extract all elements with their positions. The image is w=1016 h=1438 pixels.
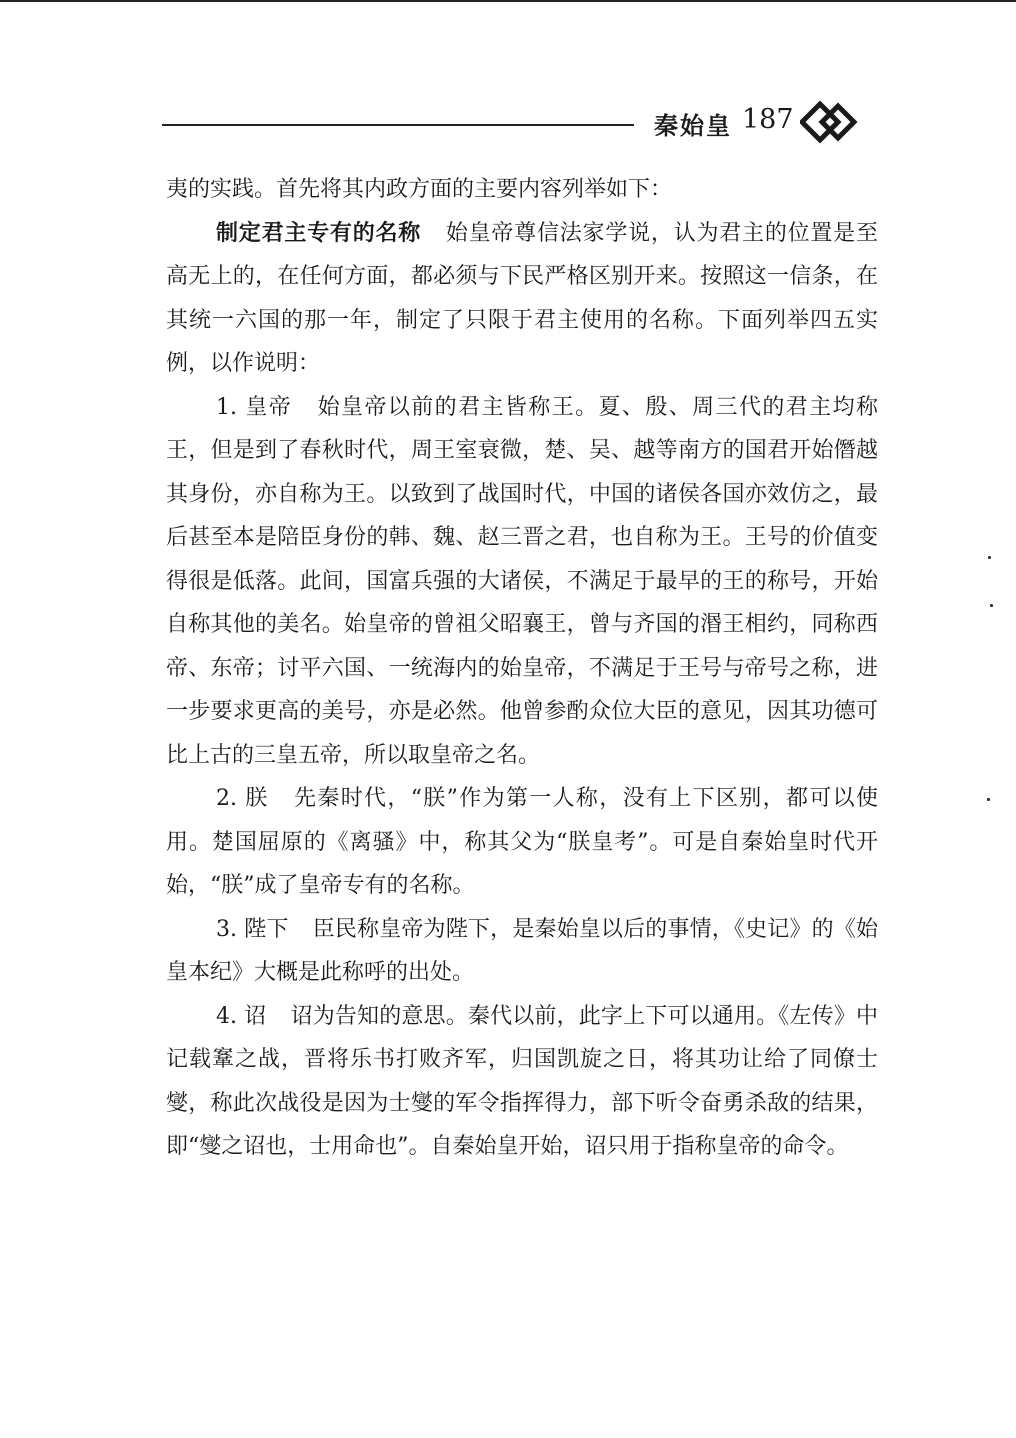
paragraph-intro: 夷的实践。首先将其内政方面的主要内容列举如下：	[166, 177, 673, 202]
scan-speck	[988, 556, 991, 559]
item-bixia	[166, 908, 878, 995]
item-label: 4. 诏	[216, 1003, 267, 1029]
item-text: 始皇帝以前的君主皆称王。夏、殷、周三代的君主均称王，但是到了春秋时代，周王室衰微，楚、吴、越等南方的国君开始僭越其身份，亦自称为王。以致到了战国时代，中国的诸侯各国亦效仿之，最后甚至本是陪臣身份的韩、魏、赵三晋之君，也自称为王。王号的价值变得很是低落。此间，国富兵强的大诸侯，不满足于最早的王的称号，开始自称其他的美名。始皇帝的曾祖父昭襄王，曾与齐国的湣王相约，同称西帝、东帝；讨平六国、一统海内的始皇帝，不满足于王号与帝号之称，进一步要求更高的美号，亦是必然。他曾参酌众位大臣的意见，因其功德可比上古的三皇五帝，所以取皇帝之名。	[166, 394, 878, 768]
page-body	[166, 168, 878, 1169]
item-label: 3. 陛下	[216, 916, 289, 942]
scan-speck	[990, 604, 993, 607]
header-rule	[162, 124, 634, 126]
page-number: 187	[742, 104, 794, 135]
paragraph-text: 始皇帝尊信法家学说，认为君主的位置是至高无上的，在任何方面，都必须与下民严格区别开来。按照这一信条，在其统一六国的那一年，制定了只限于君主使用的名称。下面列举四五实例，以作说明：	[166, 220, 878, 376]
interlocking-diamond-ornament-icon	[800, 98, 858, 148]
item-text: 诏为告知的意思。秦代以前，此字上下可以通用。《左传》中记载鞌之战，晋将乐书打败齐军，归国凯旋之日，将其功让给了同僚士燮，称此次战役是因为士燮的军令指挥得力，部下听令奋勇杀敌的结果，即“燮之诏也，士用命也”。自秦始皇开始，诏只用于指称皇帝的命令。	[166, 1003, 879, 1159]
item-zhao	[166, 995, 878, 1169]
item-text: 臣民称皇帝为陛下，是秦始皇以后的事情，《史记》的《始皇本纪》大概是此称呼的出处。	[166, 916, 879, 985]
scan-top-edge	[0, 0, 1016, 2]
running-title: 秦始皇	[654, 111, 732, 140]
item-emperor	[166, 386, 878, 778]
item-label: 1. 皇帝	[216, 394, 293, 420]
section-heading: 制定君主专有的名称	[216, 219, 422, 246]
paragraph-titles	[166, 212, 878, 386]
item-text: 先秦时代，“朕”作为第一人称，没有上下区别，都可以使用。楚国屈原的《离骚》中，称其父为“朕皇考”。可是自秦始皇时代开始，“朕”成了皇帝专有的名称。	[166, 786, 879, 898]
scan-speck	[987, 798, 990, 801]
item-zhen	[166, 777, 878, 908]
item-label: 2. 朕	[216, 786, 269, 811]
